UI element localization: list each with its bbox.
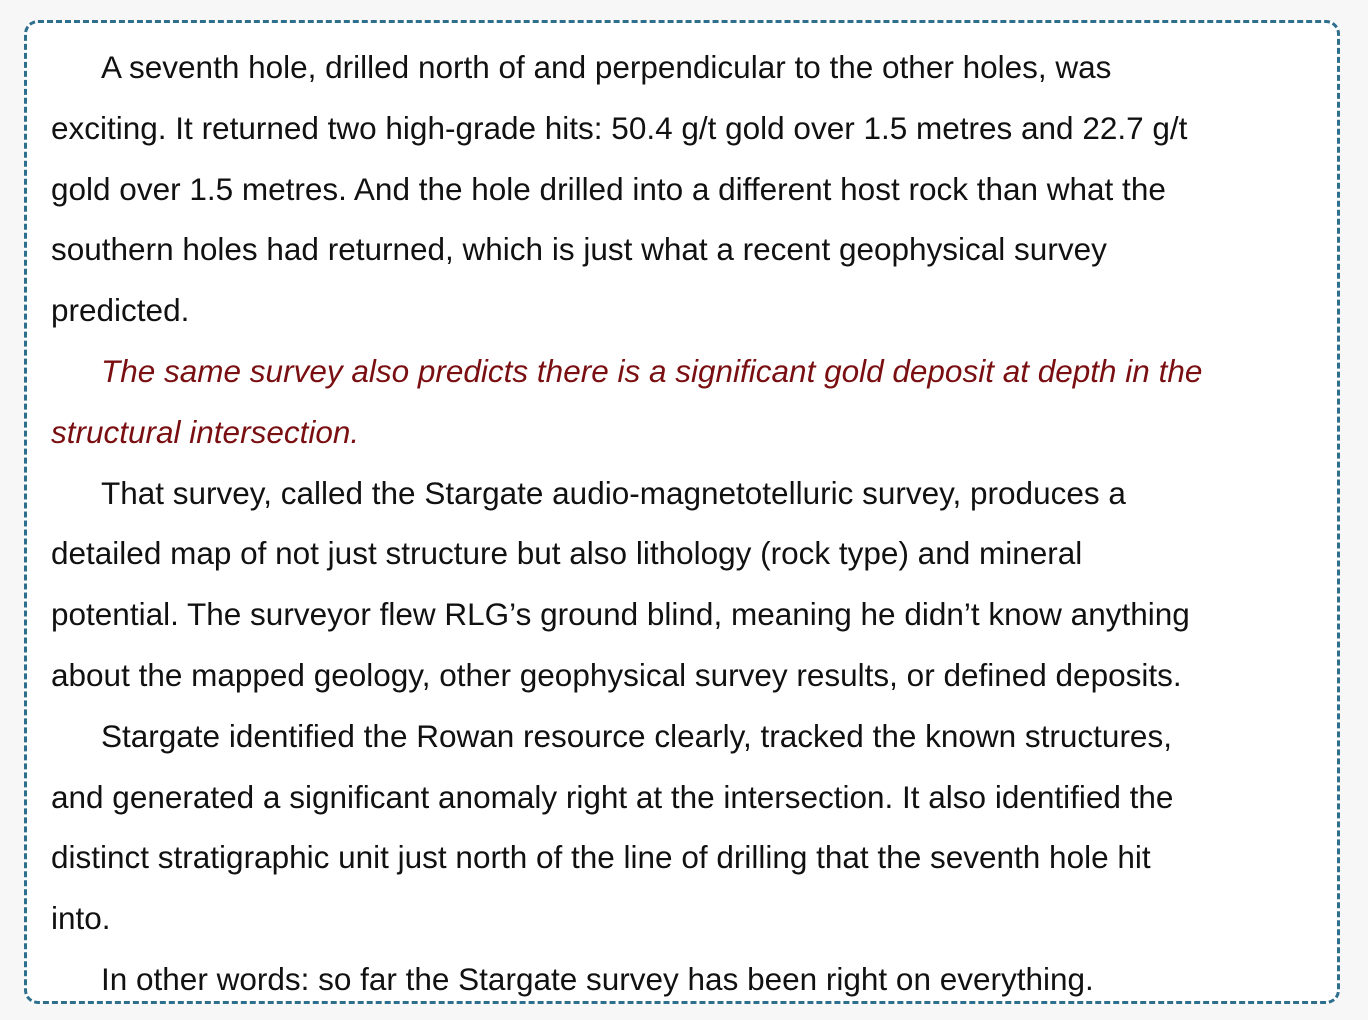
- article-text: [51, 37, 1340, 1004]
- text-line: exciting. It returned two high-grade hits: 50.4 g/t gold over 1.5 metres and 22.7 g/t: [51, 109, 1188, 146]
- text-line: and generated a significant anomaly right at the intersection. It also identified the: [51, 778, 1174, 815]
- paragraph-conclusion: [51, 949, 1340, 1004]
- text-line: potential. The surveyor flew RLG’s ground blind, meaning he didn’t know anything: [51, 596, 1190, 633]
- text-line: That survey, called the Stargate audio-magnetotelluric survey, produces a: [101, 474, 1126, 511]
- text-line: The same survey also predicts there is a significant gold deposit at depth in the: [101, 352, 1203, 389]
- text-line: Stargate identified the Rowan resource clearly, tracked the known structures,: [101, 717, 1172, 754]
- text-line: southern holes had returned, which is just what a recent geophysical survey: [51, 231, 1107, 268]
- text-line: In other words: so far the Stargate survey has been right on everything.: [101, 960, 1094, 997]
- text-line: about the mapped geology, other geophysical survey results, or defined deposits.: [51, 656, 1182, 693]
- text-line: distinct stratigraphic unit just north of the line of drilling that the seventh hole hit: [51, 839, 1151, 876]
- text-line: gold over 1.5 metres. And the hole drilled into a different host rock than what the: [51, 170, 1166, 207]
- text-line: into.: [51, 900, 111, 937]
- text-line: A seventh hole, drilled north of and perpendicular to the other holes, was: [101, 49, 1112, 85]
- paragraph-stargate-survey: [51, 463, 1340, 706]
- text-line: predicted.: [51, 292, 190, 329]
- paragraph-stargate-results: [51, 706, 1340, 949]
- text-line: detailed map of not just structure but also lithology (rock type) and mineral: [51, 535, 1083, 572]
- text-line: structural intersection.: [51, 413, 360, 450]
- paragraph-survey-prediction: [51, 341, 1340, 463]
- dashed-text-box: [24, 20, 1340, 1004]
- paragraph-seventh-hole: [51, 37, 1340, 341]
